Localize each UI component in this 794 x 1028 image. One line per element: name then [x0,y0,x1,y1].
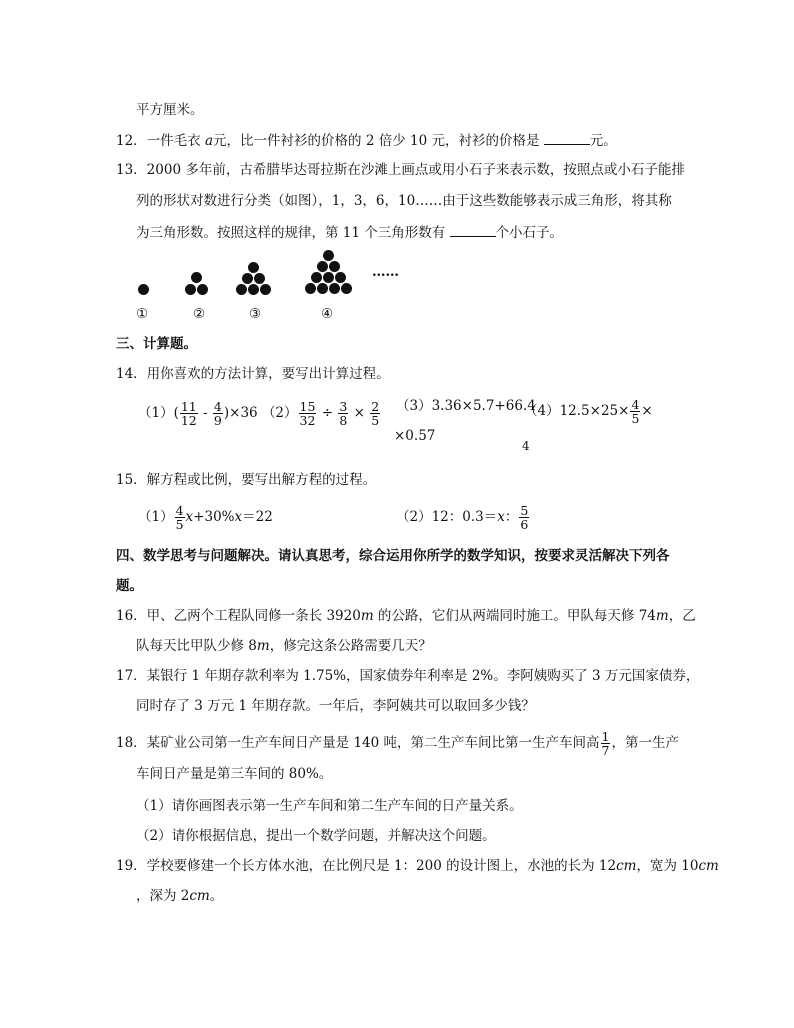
q19-text: ，深为 2 [136,888,190,904]
figure-label-2: ② [193,306,206,322]
question-13-line3 [136,222,563,243]
question-15-stem: 15．解方程或比例，要写出解方程的过程。 [116,472,377,488]
question-12 [116,130,617,151]
question-18-line1 [116,726,679,760]
figure-ellipsis: …… [372,264,399,280]
section-3-heading: 三、计算题。 [116,336,197,352]
fraction: $\frac{4}{9}$ [213,399,222,428]
q15-part-2 [396,500,530,534]
triangular-number-figure [136,258,404,324]
q14-p2-times: × [349,405,370,421]
stone-icon [329,283,340,294]
q13-text-b: 个小石子。 [495,225,564,241]
q13-answer-blank[interactable] [450,222,496,237]
q15-var: x [234,509,243,525]
q14-p4-b: × [641,403,653,419]
q14-p4-a: （4）12.5×25× [524,403,630,419]
q16-text: ，乙 [668,608,696,624]
q19-text: 。 [209,888,224,904]
stone-icon [236,284,247,295]
q14-part-3-cont: ×0.57 [394,428,436,444]
stone-icon [138,284,149,295]
stone-icon [317,261,328,272]
q15-p1-a: （1） [138,509,174,525]
fraction: $\frac{3}{8}$ [339,399,348,428]
q14-p2-a: （2） [261,405,298,421]
q16-text: ，修完这条公路需要几天？ [269,638,432,654]
q14-part-4 [524,394,653,428]
stone-icon [254,273,265,284]
prev-question-tail: 平方厘米。 [136,102,204,118]
figure-label-1: ① [136,306,149,322]
question-13-line2: 列的形状对数进行分类（如图），1，3，6，10……由于这些数能够表示成三角形，将其称 [136,193,672,209]
stone-icon [260,284,271,295]
q12-text-a: 12．一件毛衣 [116,133,205,149]
question-17-line2: 同时存了 3 万元 1 年期存款。一年后，李阿姨共可以取回多少钱？ [136,698,535,714]
q12-var: a [204,133,214,149]
q13-text-a: 为三角形数。按照这样的规律，第 11 个三角形数有 [136,225,450,241]
section-4-heading-cont: 题。 [116,578,143,594]
figure-label-3: ③ [249,306,262,322]
question-14-parts [138,396,381,430]
q18-text: ，第一生产 [611,735,679,751]
stone-icon [248,262,259,273]
q12-answer-blank[interactable] [544,130,590,145]
stone-icon [341,283,352,294]
question-19-line1 [116,856,719,876]
q14-part-4-extra: 4 [522,439,530,453]
q14-p1-minus: - [198,405,212,421]
unit: cm [698,858,719,874]
stone-icon [323,272,334,283]
q14-p2-div: ÷ [317,405,338,421]
figure-label-4: ④ [321,306,334,322]
q19-text: ，宽为 10 [636,858,699,874]
q15-p2-a: （2）12：0.3＝ [396,509,498,525]
fraction: $\frac{2}{5}$ [371,399,380,428]
q15-p1-c: ＝22 [242,509,273,525]
q15-p2-b: ： [504,509,519,525]
unit: cm [189,888,210,904]
question-18-sub2: （2）请你根据信息，提出一个数学问题，并解决这个问题。 [136,828,496,844]
q18-text: 18．某矿业公司第一生产车间日产量是 140 吨，第二生产车间比第一生产车间高 [116,735,600,751]
fraction: $\frac{15}{32}$ [299,399,316,428]
q15-var: x [185,509,194,525]
q14-p1-b: )×36 [223,405,258,421]
question-16-line1 [116,606,696,626]
stone-icon [317,283,328,294]
question-16-line2 [136,636,432,656]
unit: m [360,608,374,624]
q19-text: 19．学校要修建一个长方体水池，在比例尺是 1：200 的设计图上，水池的长为 12 [116,858,617,874]
question-18-line2: 车间日产量是第三车间的 80%。 [136,766,333,782]
question-17-line1: 17．某银行 1 年期存款利率为 1.75%，国家债券年利率是 2%。李阿姨购买了 3 万元国家债券， [116,668,700,684]
stone-icon [242,273,253,284]
q15-part-1 [138,500,273,534]
stone-icon [305,283,316,294]
question-13-line1: 13．2000 多年前，古希腊毕达哥拉斯在沙滩上画点或用小石子来表示数，按照点或小石子能排 [116,162,685,178]
fraction: $\frac{5}{6}$ [520,503,529,532]
question-18-sub1: （1）请你画图表示第一生产车间和第二生产车间的日产量关系。 [136,798,523,814]
stone-icon [191,272,202,283]
q12-text-c: 元。 [589,133,617,149]
fraction: $\frac{1}{7}$ [601,729,610,758]
q15-p1-b: +30% [193,509,235,525]
unit: m [655,608,669,624]
q16-text: 队每天比甲队少修 8 [136,638,257,654]
stone-icon [335,272,346,283]
stone-icon [323,250,334,261]
q14-p1-a: （1）( [138,405,179,421]
stone-icon [311,272,322,283]
fraction: $\frac{11}{12}$ [180,399,197,428]
fraction: $\frac{4}{5}$ [631,397,640,426]
stone-icon [248,284,259,295]
q16-text: 16．甲、乙两个工程队同修一条长 3920 [116,608,361,624]
stone-icon [185,284,196,295]
unit: cm [616,858,637,874]
q14-part-3: （3）3.36×5.7+66.4 [396,398,536,414]
unit: m [256,638,270,654]
section-4-heading: 四、数学思考与问题解决。请认真思考，综合运用你所学的数学知识，按要求灵活解决下列各 [116,548,670,564]
stone-icon [329,261,340,272]
question-14-stem: 14．用你喜欢的方法计算，要写出计算过程。 [116,366,390,382]
q12-text-b: 元，比一件衬衫的价格的 2 倍少 10 元，衬衫的价格是 [213,133,544,149]
stone-icon [197,284,208,295]
question-19-line2 [136,886,223,906]
q16-text: 的公路，它们从两端同时施工。甲队每天修 74 [373,608,656,624]
fraction: $\frac{4}{5}$ [175,503,184,532]
q15-var: x [497,509,505,525]
